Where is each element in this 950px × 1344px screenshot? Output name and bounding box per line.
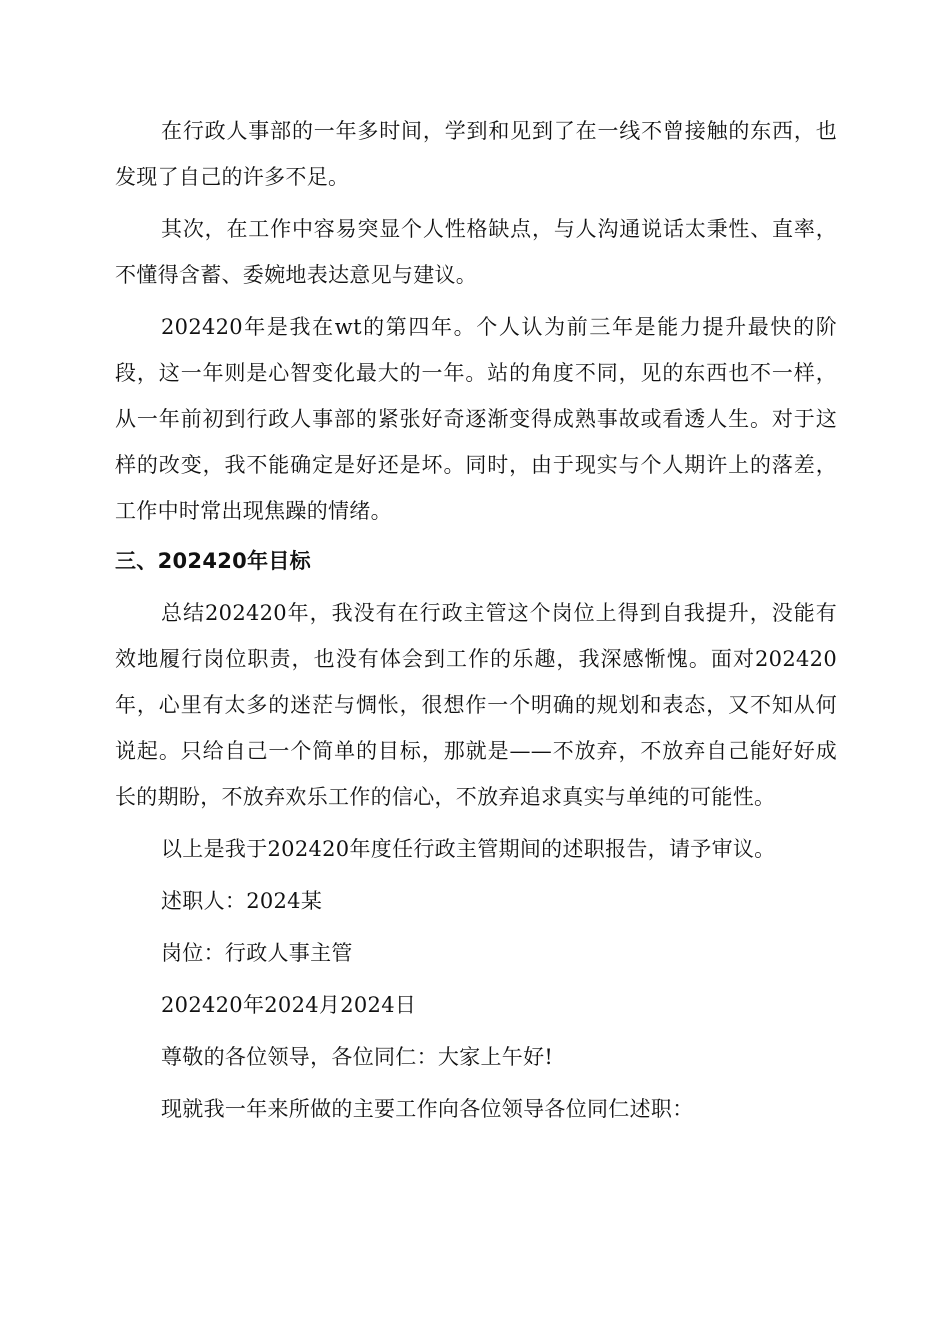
document-page [115, 108, 837, 1132]
reporter-line: 述职人：2024某 [161, 889, 323, 913]
section-heading: 三、202420年目标 [115, 549, 311, 573]
paragraph-4: 总结202420年，我没有在行政主管这个岗位上得到自我提升，没能有效地履行岗位职责，也没有体会到工作的乐趣，我深感惭愧。面对202420年，心里有太多的迷茫与惆怅，很想作一个明确的规划和表态，又不知从何说起。只给自己一个简单的目标，那就是——不放弃，不放弃自己能好好成长的期盼，不放弃欢乐工作的信心，不放弃追求真实与单纯的可能性。 [115, 601, 837, 809]
position-line: 岗位：行政人事主管 [161, 941, 353, 965]
greeting-line: 尊敬的各位领导，各位同仁：大家上午好! [161, 1045, 554, 1069]
paragraph-5: 以上是我于202420年度任行政主管期间的述职报告，请予审议。 [161, 837, 776, 861]
paragraph-1: 在行政人事部的一年多时间，学到和见到了在一线不曾接触的东西，也发现了自己的许多不足。 [115, 119, 837, 189]
date-line: 202420年2024月2024日 [161, 993, 417, 1017]
paragraph-3: 202420年是我在wt的第四年。个人认为前三年是能力提升最快的阶段，这一年则是心智变化最大的一年。站的角度不同，见的东西也不一样，从一年前初到行政人事部的紧张好奇逐渐变得成熟事故或看透人生。对于这样的改变，我不能确定是好还是坏。同时，由于现实与个人期许上的落差，工作中时常出现焦躁的情绪。 [115, 315, 837, 523]
intro-line: 现就我一年来所做的主要工作向各位领导各位同仁述职： [161, 1097, 694, 1121]
paragraph-2: 其次，在工作中容易突显个人性格缺点，与人沟通说话太秉性、直率，不懂得含蓄、委婉地表达意见与建议。 [115, 217, 837, 287]
